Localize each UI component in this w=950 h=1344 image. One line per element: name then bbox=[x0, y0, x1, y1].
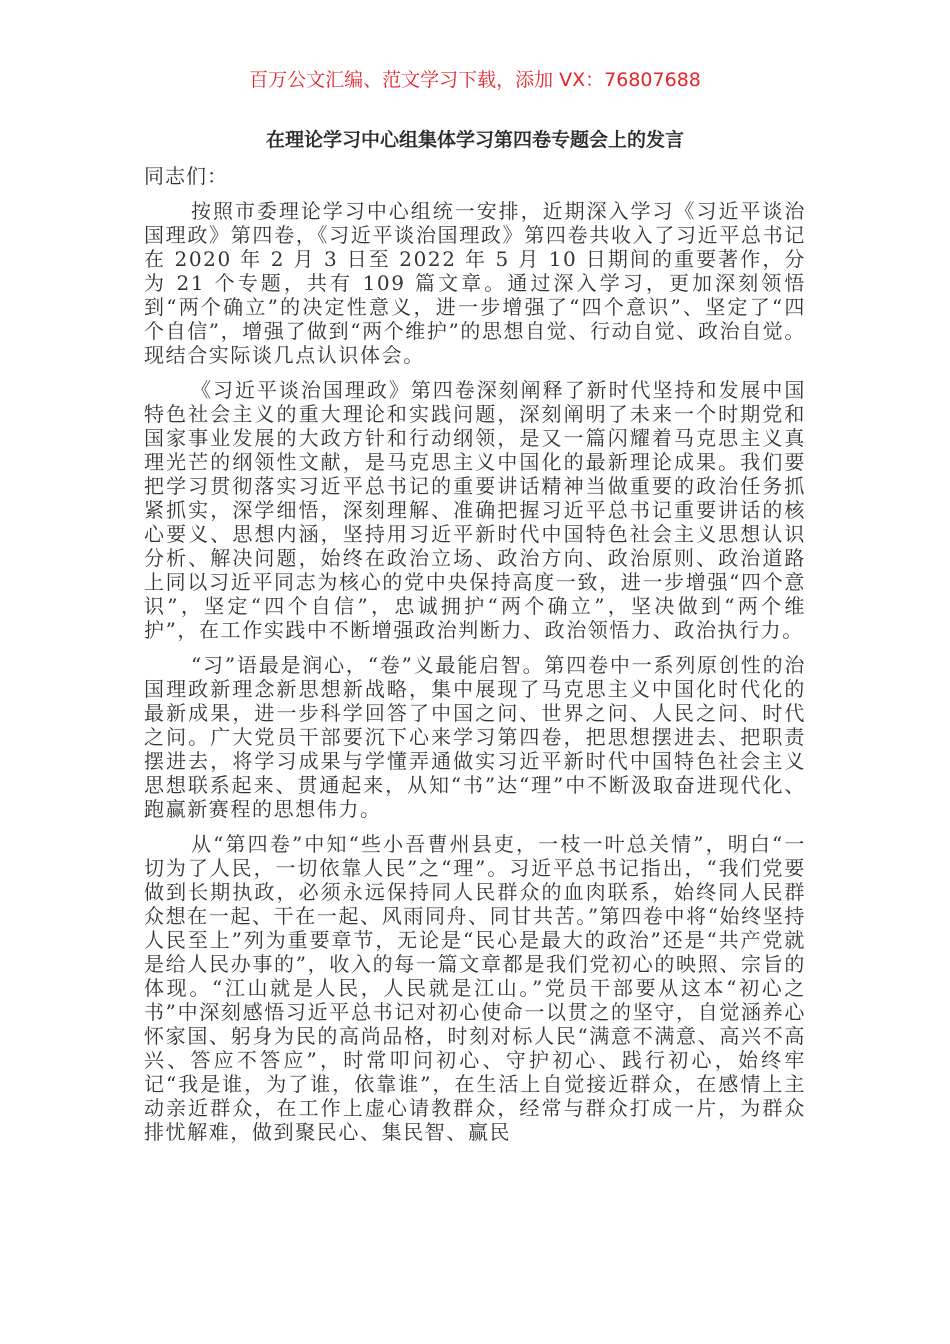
document-body bbox=[144, 164, 806, 1155]
paragraph-2: 《习近平谈治国理政》第四卷深刻阐释了新时代坚持和发展中国特色社会主义的重大理论和实践问题，深刻阐明了未来一个时期党和国家事业发展的大政方针和行动纲领，是又一篇闪耀着马克思主义真理光芒的纲领性文献，是马克思主义中国化的最新理论成果。我们要把学习贯彻落实习近平总书记的重要讲话精神当做重要的政治任务抓紧抓实，深学细悟，深刻理解、准确把握习近平总书记重要讲话的核心要义、思想内涵，坚持用习近平新时代中国特色社会主义思想认识分析、解决问题，始终在政治立场、政治方向、政治原则、政治道路上同以习近平同志为核心的党中央保持高度一致，进一步增强“四个意识”，坚定“四个自信”，忠诚拥护“两个确立”，坚决做到“两个维护”，在工作实践中不断增强政治判断力、政治领悟力、政治执行力。 bbox=[144, 378, 806, 642]
paragraph-1: 按照市委理论学习中心组统一安排，近期深入学习《习近平谈治国理政》第四卷，《习近平谈治国理政》第四卷共收入了习近平总书记在 2020 年 2 月 3 日至 2022 年 5 月 10 日期间的重要著作，分为 21 个专题，共有 109 篇文章。通过深入学习，更加深刻领悟到“两个确立”的决定性意义，进一步增强了“四个意识”、坚定了“四个自信”，增强了做到“两个维护”的思想自觉、行动自觉、政治自觉。现结合实际谈几点认识体会。 bbox=[144, 199, 806, 367]
paragraph-3: “习”语最是润心，“卷”义最能启智。第四卷中一系列原创性的治国理政新理念新思想新战略，集中展现了马克思主义中国化时代化的最新成果，进一步科学回答了中国之问、世界之问、人民之问、时代之问。广大党员干部要沉下心来学习第四卷，把思想摆进去、把职责摆进去，将学习成果与学懂弄通做实习近平新时代中国特色社会主义思想联系起来、贯通起来，从知“书”达“理”中不断汲取奋进现代化、跑赢新赛程的思想伟力。 bbox=[144, 653, 806, 821]
document-title: 在理论学习中心组集体学习第四卷专题会上的发言 bbox=[265, 129, 684, 151]
salutation: 同志们： bbox=[144, 164, 228, 188]
paragraph-4: 从“第四卷”中知“些小吾曹州县吏，一枝一叶总关情”，明白“一切为了人民，一切依靠人民”之“理”。习近平总书记指出，“我们党要做到长期执政，必须永远保持同人民群众的血肉联系，始终同人民群众想在一起、干在一起、风雨同舟、同甘共苦。”第四卷中将“始终坚持人民至上”列为重要章节，无论是“民心是最大的政治”还是“共产党就是给人民办事的”，收入的每一篇文章都是我们党初心的映照、宗旨的体现。“江山就是人民，人民就是江山。”党员干部要从这本“初心之书”中深刻感悟习近平总书记对初心使命一以贯之的坚守，自觉涵养心怀家国、躬身为民的高尚品格，时刻对标人民“满意不满意、高兴不高兴、答应不答应”，时常叩问初心、守护初心、践行初心，始终牢记“我是谁，为了谁，依靠谁”，在生活上自觉接近群众，在感情上主动亲近群众，在工作上虚心请教群众，经常与群众打成一片，为群众排忧解难，做到聚民心、集民智、赢民 bbox=[144, 832, 806, 1144]
watermark-banner: 百万公文汇编、范文学习下载，添加 VX：76807688 bbox=[249, 69, 701, 91]
